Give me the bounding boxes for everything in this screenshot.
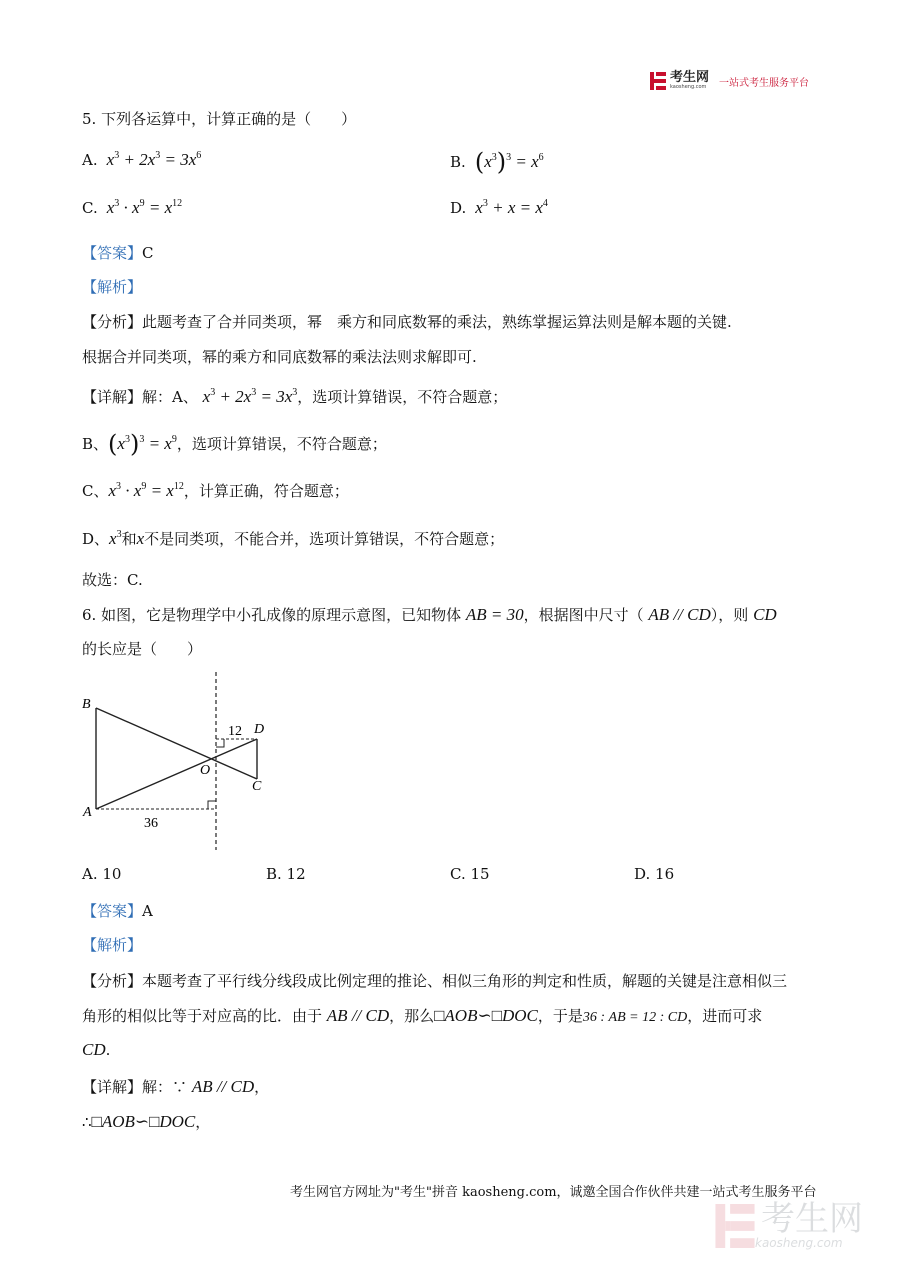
label-d: D: [254, 722, 265, 737]
q5-detail-d: [82, 528, 504, 549]
q5-answer: [82, 242, 154, 263]
q5-option-b-label: B.: [450, 153, 466, 171]
q6-fenxi-similar: □AOB∽□DOC: [434, 1006, 538, 1025]
q6-option-b[interactable]: B. 12: [266, 865, 306, 883]
right-angle-mark-d: [216, 739, 224, 747]
brand-domain: kaosheng.com: [670, 84, 707, 90]
q6-option-d[interactable]: D. 16: [634, 865, 675, 883]
therefore-symbol: ∴: [82, 1113, 92, 1131]
q5-option-b[interactable]: [450, 148, 544, 176]
q5-detail-b-pre: B、: [82, 435, 109, 453]
q6-fenxi-parallel: AB // CD: [326, 1006, 390, 1025]
q5-analysis-tag: 【解析】: [82, 278, 143, 296]
q5-detail-b-formula: $(x^3)^3 = x^9$: [108, 430, 177, 458]
segment-ad: [96, 739, 257, 809]
watermark-brand: 考生网: [761, 1199, 863, 1239]
q5-detail-c-post: ，计算正确，符合题意；: [183, 482, 349, 500]
brand-slogan: 一站式考生服务平台: [719, 77, 810, 89]
q5-detail-tag: 【详解】: [82, 388, 143, 406]
header-logo[interactable]: [650, 72, 809, 90]
q6-stem-pre: 6. 如图，它是物理学中小孔成像的原理示意图，已知物体: [82, 606, 462, 624]
q5-detail-a-formula: $x^3 + 2x^3 = 3x^3$: [202, 387, 298, 406]
q5-detail-d-x: x: [136, 529, 145, 548]
q6-stem-parallel: AB // CD: [648, 605, 711, 624]
q5-detail-a-pre: 解：A、: [142, 388, 198, 406]
q6-fenxi-dot: .: [105, 1041, 111, 1059]
kaosheng-logo-icon: [650, 72, 666, 90]
q5-conclusion: 故选：C.: [82, 571, 143, 589]
q6-detail-tag: 【详解】: [82, 1078, 143, 1096]
footer-text: 考生网官方网址为"考生"拼音 kaosheng.com，诚邀全国合作伙伴共建一站式考生服务平台: [290, 1185, 817, 1200]
q5-option-d[interactable]: [450, 198, 548, 218]
label-12: 12: [228, 724, 242, 739]
q5-fenxi: [82, 311, 732, 332]
q6-detail-pre: 解：∵: [142, 1078, 188, 1096]
q5-option-d-label: D.: [450, 199, 467, 217]
q6-fenxi-line2-pre: 角形的相似比等于对应高的比．由于: [82, 1007, 323, 1025]
watermark-logo-icon: [715, 1204, 755, 1248]
q5-option-c-label: C.: [82, 199, 98, 217]
q5-detail-d-x3: $x^3$: [109, 529, 122, 548]
q5-detail-b-post: ，选项计算错误，不符合题意；: [176, 435, 387, 453]
q6-fenxi-line3: [82, 1040, 110, 1060]
q5-stem: 5. 下列各运算中，计算正确的是（ ）: [82, 110, 357, 128]
q5-answer-tag: 【答案】: [82, 244, 143, 262]
q6-therefore: [82, 1111, 210, 1132]
q6-detail-parallel: AB // CD: [191, 1077, 255, 1096]
right-angle-mark-a: [208, 801, 216, 809]
q6-fenxi: [82, 970, 787, 991]
pinhole-figure: [80, 668, 280, 854]
q6-fenxi-tag: 【分析】: [82, 972, 143, 990]
label-o: O: [200, 763, 211, 778]
q6-fenxi-then: ，那么: [389, 1007, 435, 1025]
q6-detail-comma: ，: [254, 1078, 270, 1096]
q5-detail-c-formula: $x^3 \cdot x^9 = x^{12}$: [108, 481, 184, 500]
q6-therefore-comma: ，: [195, 1113, 211, 1131]
label-b: B: [82, 697, 91, 712]
q6-fenxi-cd: CD: [82, 1040, 106, 1059]
q5-option-a-formula: $x^3 + 2x^3 = 3x^6$: [102, 150, 202, 169]
q6-stem-post: ），则: [710, 606, 749, 624]
label-a: A: [83, 805, 92, 820]
q6-stem-eq: AB = 30: [465, 605, 524, 624]
watermark: [715, 1199, 863, 1250]
q5-option-d-formula: $x^3 + x = x^4$: [471, 198, 548, 217]
q5-answer-value: C: [142, 244, 154, 262]
q6-detail: [82, 1076, 269, 1097]
q6-fenxi-line2: [82, 1005, 762, 1026]
q5-detail-a-post: ，选项计算错误，不符合题意；: [297, 388, 508, 406]
q6-therefore-similar: □AOB∽□DOC: [91, 1112, 196, 1131]
q5-option-b-formula: $(x^3)^3 = x^6$: [474, 148, 544, 176]
q5-fenxi-text2: 根据合并同类项，幂的乘方和同底数幂的乘法法则求解即可.: [82, 348, 477, 366]
q6-stem-line2: 的长应是（ ）: [82, 640, 203, 658]
q6-option-c[interactable]: C. 15: [450, 865, 490, 883]
label-c: C: [252, 779, 262, 794]
q5-option-c-formula: $x^3 \cdot x^9 = x^{12}$: [102, 198, 183, 217]
q6-fenxi-end: ，进而可求: [687, 1007, 763, 1025]
q6-stem: [82, 604, 777, 625]
q5-detail-d-mid: 和: [121, 530, 137, 548]
q6-stem-cd: CD: [753, 605, 777, 624]
q5-option-a[interactable]: [82, 150, 201, 170]
label-36: 36: [144, 816, 158, 831]
q5-fenxi-text: 此题考查了合并同类项，幂 乘方和同底数幂的乘法，熟练掌握运算法则是解本题的关键.: [142, 313, 732, 331]
q5-detail-c: [82, 480, 349, 501]
q6-answer-tag: 【答案】: [82, 902, 143, 920]
q5-fenxi-tag: 【分析】: [82, 313, 143, 331]
q6-analysis-tag: 【解析】: [82, 936, 143, 954]
q6-answer-value: A: [142, 902, 153, 920]
q6-stem-mid: ，根据图中尺寸（: [523, 606, 644, 624]
q5-detail-d-pre: D、: [82, 530, 110, 548]
watermark-domain: kaosheng.com: [755, 1236, 843, 1250]
q6-fenxi-ratio: 36 : AB = 12 : CD: [582, 1010, 688, 1025]
q5-detail-d-post: 不是同类项，不能合并，选项计算错误，不符合题意；: [144, 530, 505, 548]
q6-fenxi-so: ，于是: [537, 1007, 583, 1025]
q5-option-c[interactable]: [82, 198, 182, 218]
q6-answer: [82, 900, 153, 921]
segment-bc: [96, 708, 257, 779]
q6-fenxi-text: 本题考查了平行线分线段成比例定理的推论、相似三角形的判定和性质，解题的关键是注意相似三: [142, 972, 788, 990]
q6-option-a[interactable]: A. 10: [82, 865, 122, 883]
q5-detail-b: [82, 430, 387, 458]
q5-detail-a: [82, 386, 507, 407]
q5-option-a-label: A.: [82, 151, 98, 169]
brand-name: 考生网: [670, 70, 710, 85]
q5-detail-c-pre: C、: [82, 482, 109, 500]
